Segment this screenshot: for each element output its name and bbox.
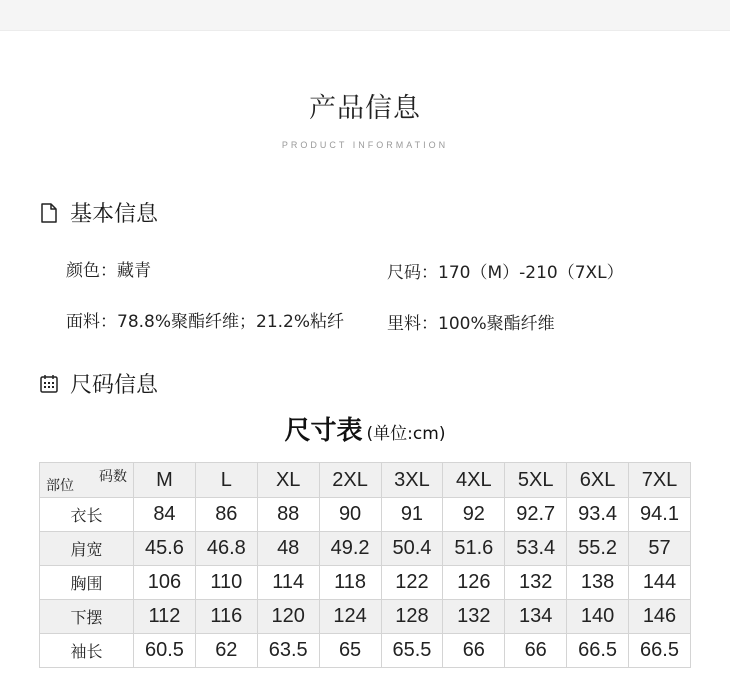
table-cell: 90 [319, 498, 381, 532]
size-header-cell: 2XL [319, 463, 381, 498]
table-cell: 110 [195, 566, 257, 600]
corner-size-label: 码数 [99, 469, 127, 485]
page-title: 产品信息 [309, 93, 421, 124]
size-table [39, 462, 691, 668]
calendar-icon [38, 373, 60, 395]
table-cell: 65 [319, 634, 381, 668]
corner-part-label: 部位 [46, 478, 74, 494]
size-header-cell: 4XL [443, 463, 505, 498]
table-cell: 91 [381, 498, 443, 532]
size-table-unit: (单位:cm) [366, 424, 446, 444]
table-cell: 94.1 [629, 498, 691, 532]
size-header-cell: 6XL [567, 463, 629, 498]
row-label-cell: 肩宽 [40, 532, 134, 566]
page-subtitle: PRODUCT INFORMATION [281, 140, 449, 150]
table-cell: 93.4 [567, 498, 629, 532]
info-size-range: 尺码：170（M）-210（7XL） [387, 263, 624, 283]
table-row [40, 498, 691, 532]
size-info-heading [38, 368, 158, 399]
row-label-cell: 下摆 [40, 600, 134, 634]
table-corner-cell [40, 463, 134, 498]
basic-info-heading [38, 197, 158, 228]
table-cell: 106 [134, 566, 196, 600]
table-cell: 140 [567, 600, 629, 634]
table-cell: 134 [505, 600, 567, 634]
table-cell: 55.2 [567, 532, 629, 566]
table-cell: 126 [443, 566, 505, 600]
table-cell: 60.5 [134, 634, 196, 668]
table-cell: 92 [443, 498, 505, 532]
table-cell: 118 [319, 566, 381, 600]
table-row [40, 600, 691, 634]
table-cell: 51.6 [443, 532, 505, 566]
table-cell: 53.4 [505, 532, 567, 566]
document-icon [38, 202, 60, 224]
basic-info-label: 基本信息 [70, 202, 159, 227]
table-cell: 132 [443, 600, 505, 634]
table-cell: 86 [195, 498, 257, 532]
row-label-cell: 衣长 [40, 498, 134, 532]
table-cell: 114 [257, 566, 319, 600]
table-row [40, 532, 691, 566]
info-lining: 里料：100%聚酯纤维 [387, 314, 555, 334]
table-cell: 50.4 [381, 532, 443, 566]
table-cell: 57 [629, 532, 691, 566]
table-cell: 84 [134, 498, 196, 532]
table-cell: 120 [257, 600, 319, 634]
table-cell: 92.7 [505, 498, 567, 532]
table-cell: 144 [629, 566, 691, 600]
size-info-label: 尺码信息 [70, 373, 159, 398]
table-cell: 146 [629, 600, 691, 634]
table-row [40, 566, 691, 600]
table-cell: 66 [505, 634, 567, 668]
size-header-cell: M [134, 463, 196, 498]
info-color: 颜色：藏青 [66, 261, 151, 281]
table-cell: 45.6 [134, 532, 196, 566]
table-cell: 138 [567, 566, 629, 600]
size-header-cell: 3XL [381, 463, 443, 498]
size-table-title-text: 尺寸表 [284, 416, 363, 446]
info-fabric: 面料：78.8%聚酯纤维；21.2%粘纤 [66, 312, 345, 332]
table-row [40, 634, 691, 668]
table-cell: 63.5 [257, 634, 319, 668]
table-cell: 48 [257, 532, 319, 566]
table-cell: 46.8 [195, 532, 257, 566]
table-cell: 66.5 [629, 634, 691, 668]
table-cell: 124 [319, 600, 381, 634]
row-label-cell: 袖长 [40, 634, 134, 668]
table-cell: 65.5 [381, 634, 443, 668]
table-cell: 88 [257, 498, 319, 532]
size-header-cell: 5XL [505, 463, 567, 498]
table-cell: 49.2 [319, 532, 381, 566]
table-cell: 116 [195, 600, 257, 634]
table-cell: 62 [195, 634, 257, 668]
size-table-title [0, 410, 730, 447]
table-cell: 66.5 [567, 634, 629, 668]
size-header-cell: 7XL [629, 463, 691, 498]
table-cell: 66 [443, 634, 505, 668]
row-label-cell: 胸围 [40, 566, 134, 600]
table-cell: 128 [381, 600, 443, 634]
table-cell: 122 [381, 566, 443, 600]
table-cell: 112 [134, 600, 196, 634]
top-bar [0, 0, 730, 31]
size-table-header-row [40, 463, 691, 498]
size-header-cell: L [195, 463, 257, 498]
table-cell: 132 [505, 566, 567, 600]
size-header-cell: XL [257, 463, 319, 498]
